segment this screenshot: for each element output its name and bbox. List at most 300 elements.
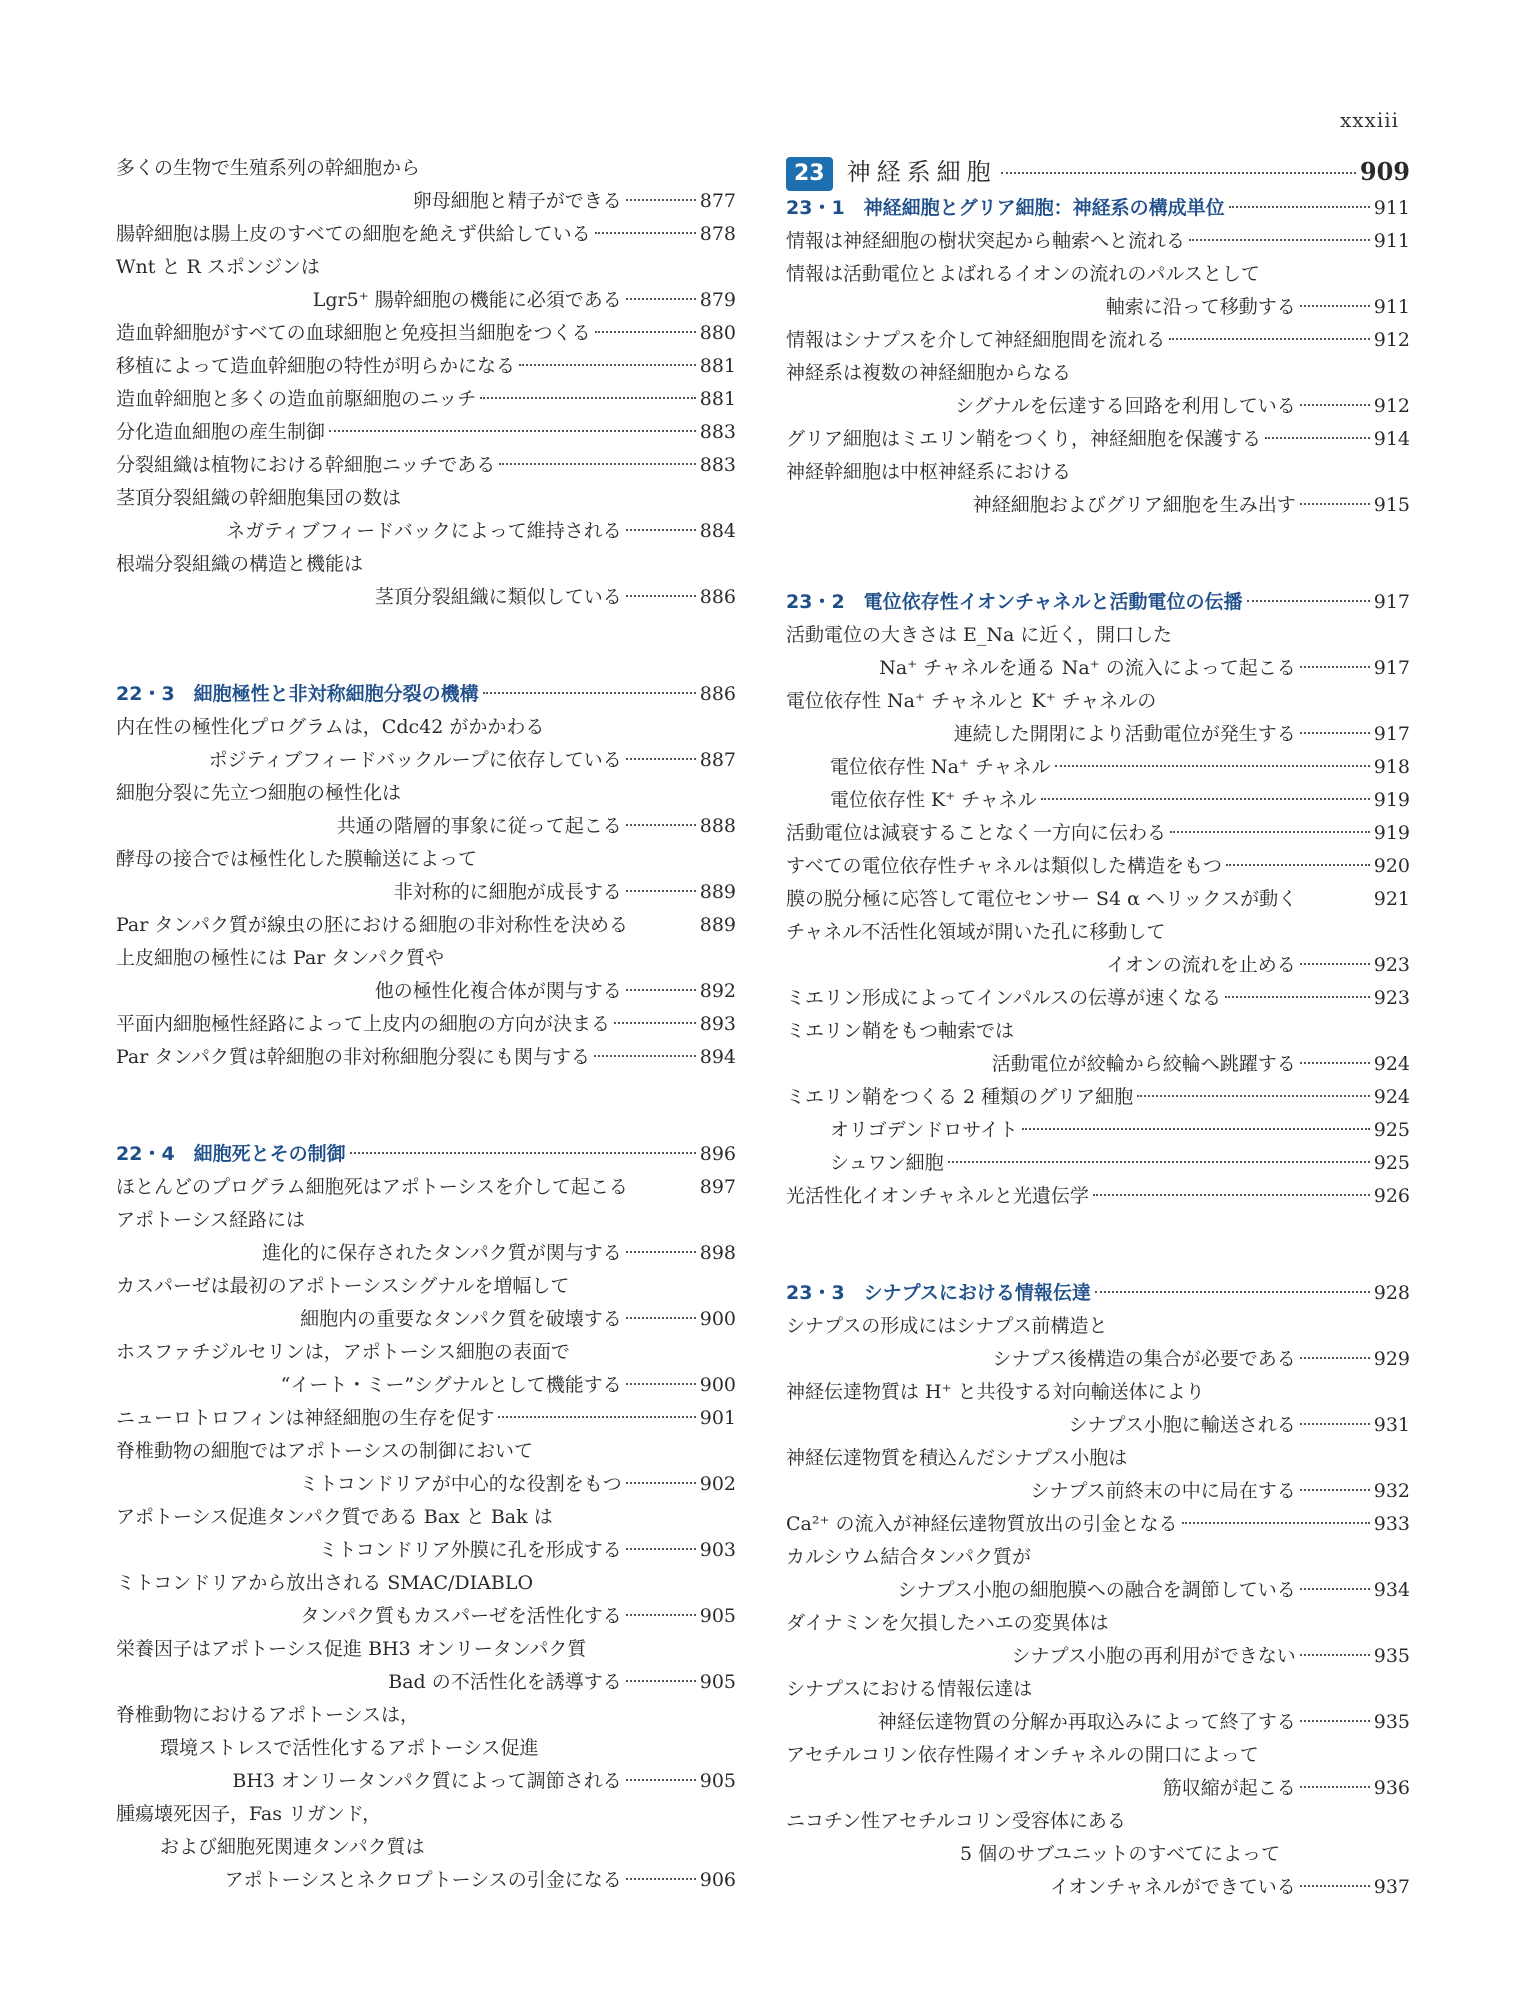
entry-text: 活動電位が絞輪から絞輪へ跳躍する bbox=[991, 1053, 1296, 1075]
page-ref: 893 bbox=[699, 1013, 736, 1035]
toc-entry-line bbox=[786, 1310, 1410, 1343]
toc-entry[interactable] bbox=[786, 817, 1410, 850]
dot-leader bbox=[1041, 798, 1370, 800]
toc-entry-line bbox=[116, 843, 736, 876]
entry-text: 電位依存性 Na⁺ チャネル bbox=[830, 756, 1051, 778]
toc-left-column bbox=[116, 152, 736, 1897]
toc-entry-line bbox=[116, 1732, 736, 1765]
toc-entry-line bbox=[786, 1541, 1410, 1574]
entry-text: Par タンパク質が線虫の胚における細胞の非対称性を決める bbox=[116, 914, 629, 936]
entry-text: 光活性化イオンチャネルと光遺伝学 bbox=[786, 1185, 1089, 1207]
toc-entry-line bbox=[116, 1699, 736, 1732]
dot-leader bbox=[1300, 963, 1370, 965]
dot-leader bbox=[595, 331, 696, 333]
entry-text: 平面内細胞極性経路によって上皮内の細胞の方向が決まる bbox=[116, 1013, 611, 1035]
entry-text: 22・4 細胞死とその制御 bbox=[116, 1143, 346, 1165]
toc-entry[interactable] bbox=[116, 416, 736, 449]
toc-entry[interactable] bbox=[786, 949, 1410, 982]
page-ref: 918 bbox=[1373, 756, 1410, 778]
section-heading[interactable] bbox=[116, 678, 736, 711]
page-ref: 912 bbox=[1373, 329, 1410, 351]
toc-entry-line bbox=[116, 1435, 736, 1468]
toc-entry[interactable] bbox=[116, 1600, 736, 1633]
dot-leader bbox=[626, 1251, 696, 1253]
entry-text: 神経細胞およびグリア細胞を生み出す bbox=[972, 494, 1296, 516]
page-ref: 935 bbox=[1373, 1711, 1410, 1733]
dot-leader bbox=[1300, 1654, 1370, 1656]
page-ref: 920 bbox=[1373, 855, 1410, 877]
entry-text: 分化造血細胞の産生制御 bbox=[116, 421, 326, 443]
entry-text: アポトーシスとネクロプトーシスの引金になる bbox=[224, 1869, 622, 1891]
dot-leader bbox=[519, 364, 696, 366]
page-ref: 931 bbox=[1373, 1414, 1410, 1436]
toc-entry-line bbox=[116, 942, 736, 975]
entry-text: 共通の階層的事象に従って起こる bbox=[336, 815, 622, 837]
entry-text: 細胞内の重要なタンパク質を破壊する bbox=[300, 1308, 622, 1330]
entry-text: アポトーシス促進タンパク質である Bax と Bak は bbox=[116, 1506, 553, 1528]
entry-text: タンパク質もカスパーゼを活性化する bbox=[300, 1605, 622, 1627]
page-ref: 917 bbox=[1373, 591, 1410, 613]
page-ref: 911 bbox=[1373, 197, 1410, 219]
toc-entry[interactable] bbox=[786, 1343, 1410, 1376]
toc-entry[interactable] bbox=[786, 1871, 1410, 1904]
page-ref: 889 bbox=[699, 914, 736, 936]
toc-entry-line bbox=[116, 777, 736, 810]
toc-entry-line bbox=[116, 1501, 736, 1534]
page-ref: 896 bbox=[699, 1143, 736, 1165]
toc-entry[interactable] bbox=[116, 1237, 736, 1270]
page-ref: 935 bbox=[1373, 1645, 1410, 1667]
entry-text: 情報は神経細胞の樹状突起から軸索へと流れる bbox=[786, 230, 1186, 252]
entry-text: ポジティブフィードバックループに依存している bbox=[208, 749, 622, 771]
entry-text: 神経幹細胞は中枢神経系における bbox=[786, 461, 1072, 483]
entry-text: 多くの生物で生殖系列の幹細胞から bbox=[116, 157, 421, 179]
toc-entry[interactable] bbox=[786, 1147, 1410, 1180]
dot-leader bbox=[1300, 404, 1370, 406]
page-ref: 926 bbox=[1373, 1185, 1410, 1207]
entry-text: 非対称的に細胞が成長する bbox=[393, 881, 622, 903]
toc-entry[interactable] bbox=[116, 1666, 736, 1699]
toc-entry[interactable] bbox=[786, 1508, 1410, 1541]
entry-text: シュワン細胞 bbox=[830, 1152, 944, 1174]
page-ref: 905 bbox=[699, 1770, 736, 1792]
toc-entry[interactable] bbox=[786, 1048, 1410, 1081]
entry-text: Lgr5⁺ 腸幹細胞の機能に必須である bbox=[312, 289, 622, 311]
page-ref: 919 bbox=[1373, 822, 1410, 844]
section-heading[interactable] bbox=[786, 586, 1410, 619]
page-ref: 924 bbox=[1373, 1086, 1410, 1108]
section-gap bbox=[116, 614, 736, 678]
entry-text: “イート・ミー”シグナルとして機能する bbox=[280, 1374, 622, 1396]
page-ref: 886 bbox=[699, 683, 736, 705]
dot-leader bbox=[483, 692, 696, 694]
dot-leader bbox=[626, 824, 696, 826]
toc-entry[interactable] bbox=[116, 1402, 736, 1435]
dot-leader bbox=[595, 232, 696, 234]
page-ref: 897 bbox=[699, 1176, 736, 1198]
dot-leader bbox=[1300, 732, 1370, 734]
toc-entry[interactable] bbox=[786, 718, 1410, 751]
entry-text: シナプス小胞の細胞膜への融合を調節している bbox=[897, 1579, 1296, 1601]
entry-text: シナプスにおける情報伝達は bbox=[786, 1678, 1033, 1700]
entry-text: ホスファチジルセリンは，アポトーシス細胞の表面で bbox=[116, 1341, 570, 1363]
toc-entry[interactable] bbox=[786, 489, 1410, 522]
entry-text: 根端分裂組織の構造と機能は bbox=[116, 553, 364, 575]
page-ref: 934 bbox=[1373, 1579, 1410, 1601]
entry-text: 情報はシナプスを介して神経細胞間を流れる bbox=[786, 329, 1166, 351]
entry-text: 茎頂分裂組織の幹細胞集団の数は bbox=[116, 487, 402, 509]
toc-entry[interactable] bbox=[786, 784, 1410, 817]
toc-entry[interactable] bbox=[116, 284, 736, 317]
entry-text: シナプス前終末の中に局在する bbox=[1030, 1480, 1296, 1502]
toc-entry-line bbox=[786, 1376, 1410, 1409]
dot-leader bbox=[626, 1548, 696, 1550]
toc-entry[interactable] bbox=[116, 810, 736, 843]
toc-entry[interactable] bbox=[786, 982, 1410, 1015]
entry-text: 分裂組織は植物における幹細胞ニッチである bbox=[116, 454, 496, 476]
entry-text: ほとんどのプログラム細胞死はアポトーシスを介して起こる bbox=[116, 1176, 628, 1198]
page-ref: 878 bbox=[699, 223, 736, 245]
page-ref: 883 bbox=[699, 454, 736, 476]
page-ref: 879 bbox=[699, 289, 736, 311]
entry-text: 23・2 電位依存性イオンチャネルと活動電位の伝播 bbox=[786, 591, 1243, 613]
page-ref: 936 bbox=[1373, 1777, 1410, 1799]
dot-leader bbox=[626, 989, 696, 991]
toc-entry[interactable] bbox=[786, 225, 1410, 258]
toc-entry[interactable] bbox=[116, 383, 736, 416]
dot-leader bbox=[1001, 172, 1356, 174]
toc-entry[interactable] bbox=[786, 1640, 1410, 1673]
dot-leader bbox=[1229, 206, 1370, 208]
page-ref: 892 bbox=[699, 980, 736, 1002]
page-ref: 911 bbox=[1373, 230, 1410, 252]
entry-text: 神経系は複数の神経細胞からなる bbox=[786, 362, 1072, 384]
section-heading[interactable] bbox=[116, 1138, 736, 1171]
page-ref: 923 bbox=[1373, 954, 1410, 976]
page-ref: 886 bbox=[699, 586, 736, 608]
page-ref: 881 bbox=[699, 388, 736, 410]
dot-leader bbox=[626, 1779, 696, 1781]
dot-leader bbox=[1095, 1291, 1370, 1293]
page-ref: 900 bbox=[699, 1308, 736, 1330]
page-ref: 928 bbox=[1373, 1282, 1410, 1304]
dot-leader bbox=[1300, 1423, 1370, 1425]
toc-entry[interactable] bbox=[116, 1303, 736, 1336]
toc-entry[interactable] bbox=[786, 751, 1410, 784]
page-ref: 901 bbox=[699, 1407, 736, 1429]
dot-leader bbox=[1247, 600, 1370, 602]
page-ref: 894 bbox=[699, 1046, 736, 1068]
dot-leader bbox=[626, 890, 696, 892]
entry-text: 他の極性化複合体が関与する bbox=[374, 980, 622, 1002]
entry-text: 栄養因子はアポトーシス促進 BH3 オンリータンパク質 bbox=[116, 1638, 587, 1660]
toc-entry[interactable] bbox=[116, 449, 736, 482]
entry-text: Bad の不活性化を誘導する bbox=[388, 1671, 622, 1693]
page-ref: 906 bbox=[699, 1869, 736, 1891]
toc-entry-line bbox=[116, 1798, 736, 1831]
toc-entry[interactable] bbox=[116, 1171, 736, 1204]
toc-entry[interactable] bbox=[786, 850, 1410, 883]
page-ref: 917 bbox=[1373, 657, 1410, 679]
toc-entry-line bbox=[786, 1442, 1410, 1475]
entry-text: 膜の脱分極に応答して電位センサー S4 α ヘリックスが動く bbox=[786, 888, 1298, 910]
dot-leader bbox=[626, 298, 696, 300]
entry-text: アセチルコリン依存性陽イオンチャネルの開口によって bbox=[786, 1744, 1259, 1766]
entry-text: 造血幹細胞と多くの造血前駆細胞のニッチ bbox=[116, 388, 477, 410]
dot-leader bbox=[948, 1161, 1370, 1163]
page-ref: 881 bbox=[699, 355, 736, 377]
toc-entry-line bbox=[786, 1673, 1410, 1706]
dot-leader bbox=[1022, 1128, 1370, 1130]
entry-text: ニューロトロフィンは神経細胞の生存を促す bbox=[116, 1407, 495, 1429]
entry-text: ニコチン性アセチルコリン受容体にある bbox=[786, 1810, 1126, 1832]
entry-text: 活動電位は減衰することなく一方向に伝わる bbox=[786, 822, 1167, 844]
entry-text: 脊椎動物におけるアポトーシスは， bbox=[116, 1704, 420, 1726]
entry-text: 移植によって造血幹細胞の特性が明らかになる bbox=[116, 355, 516, 377]
toc-entry[interactable] bbox=[786, 1081, 1410, 1114]
entry-text: オリゴデンドロサイト bbox=[830, 1119, 1018, 1141]
entry-text: アポトーシス経路には bbox=[116, 1209, 306, 1231]
chapter-number-badge: 23 bbox=[786, 157, 833, 191]
page-ref: 921 bbox=[1373, 888, 1410, 910]
dot-leader bbox=[350, 1152, 696, 1154]
dot-leader bbox=[626, 199, 696, 201]
toc-entry[interactable] bbox=[116, 350, 736, 383]
dot-leader bbox=[1265, 437, 1370, 439]
dot-leader bbox=[626, 1383, 696, 1385]
entry-text: 23・3 シナプスにおける情報伝達 bbox=[786, 1282, 1091, 1304]
entry-text: 茎頂分裂組織に類似している bbox=[374, 586, 622, 608]
entry-text: 神経系細胞 bbox=[846, 158, 997, 186]
entry-text: 神経伝達物質の分解か再取込みによって終了する bbox=[877, 1711, 1296, 1733]
entry-text: チャネル不活性化領域が開いた孔に移動して bbox=[786, 921, 1166, 943]
dot-leader bbox=[1300, 1357, 1370, 1359]
entry-text: すべての電位依存性チャネルは類似した構造をもつ bbox=[786, 855, 1223, 877]
entry-text: 22・3 細胞極性と非対称細胞分裂の機構 bbox=[116, 683, 479, 705]
entry-text: 情報は活動電位とよばれるイオンの流れのパルスとして bbox=[786, 263, 1260, 285]
toc-entry-line bbox=[116, 548, 736, 581]
dot-leader bbox=[1170, 831, 1370, 833]
page-ref: 883 bbox=[699, 421, 736, 443]
entry-text: ミトコンドリアが中心的な役割をもつ bbox=[299, 1473, 622, 1495]
page-ref: 887 bbox=[699, 749, 736, 771]
toc-entry-line bbox=[116, 251, 736, 284]
entry-text: Na⁺ チャネルを通る Na⁺ の流入によって起こる bbox=[879, 657, 1296, 679]
entry-text: 電位依存性 K⁺ チャネル bbox=[830, 789, 1037, 811]
dot-leader bbox=[626, 1614, 696, 1616]
page-ref: 917 bbox=[1373, 723, 1410, 745]
page-ref: 933 bbox=[1373, 1513, 1410, 1535]
toc-entry[interactable] bbox=[786, 1114, 1410, 1147]
section-gap bbox=[116, 1074, 736, 1138]
dot-leader bbox=[1300, 1062, 1370, 1064]
toc-entry[interactable] bbox=[116, 1534, 736, 1567]
dot-leader bbox=[1300, 1885, 1370, 1887]
dot-leader bbox=[614, 1022, 696, 1024]
toc-entry-line bbox=[116, 1633, 736, 1666]
entry-text: グリア細胞はミエリン鞘をつくり，神経細胞を保護する bbox=[786, 428, 1262, 450]
section-gap bbox=[786, 522, 1410, 586]
page-ref: 909 bbox=[1359, 157, 1410, 186]
toc-entry[interactable] bbox=[786, 423, 1410, 456]
section-heading[interactable] bbox=[786, 1277, 1410, 1310]
toc-entry[interactable] bbox=[786, 883, 1410, 916]
dot-leader bbox=[626, 758, 696, 760]
dot-leader bbox=[1169, 338, 1369, 340]
page-ref: 880 bbox=[699, 322, 736, 344]
dot-leader bbox=[1300, 503, 1370, 505]
toc-entry-line bbox=[786, 456, 1410, 489]
page-ref: 919 bbox=[1373, 789, 1410, 811]
dot-leader bbox=[1300, 666, 1370, 668]
toc-entry-line bbox=[786, 258, 1410, 291]
toc-entry[interactable] bbox=[116, 1468, 736, 1501]
toc-entry[interactable] bbox=[786, 1772, 1410, 1805]
toc-entry-line bbox=[786, 1838, 1410, 1871]
dot-leader bbox=[626, 1317, 696, 1319]
dot-leader bbox=[626, 1680, 696, 1682]
dot-leader bbox=[1189, 239, 1370, 241]
page-ref: 911 bbox=[1373, 296, 1410, 318]
entry-text: Ca²⁺ の流入が神経伝達物質放出の引金となる bbox=[786, 1513, 1178, 1535]
page-ref: 923 bbox=[1373, 987, 1410, 1009]
toc-entry[interactable] bbox=[786, 1706, 1410, 1739]
toc-entry[interactable] bbox=[116, 218, 736, 251]
entry-text: 活動電位の大きさは E_Na に近く，開口した bbox=[786, 624, 1173, 646]
entry-text: 脊椎動物の細胞ではアポトーシスの制御において bbox=[116, 1440, 534, 1462]
toc-entry-line bbox=[786, 1805, 1410, 1838]
dot-leader bbox=[1225, 996, 1370, 998]
entry-text: シナプス小胞の再利用ができない bbox=[1011, 1645, 1296, 1667]
section-heading[interactable] bbox=[786, 192, 1410, 225]
toc-entry-line bbox=[116, 1204, 736, 1237]
toc-entry-line bbox=[786, 685, 1410, 718]
page-ref: 905 bbox=[699, 1605, 736, 1627]
entry-text: カスパーゼは最初のアポトーシスシグナルを増幅して bbox=[116, 1275, 570, 1297]
page-ref: 898 bbox=[699, 1242, 736, 1264]
chapter-heading[interactable] bbox=[786, 152, 1410, 192]
toc-entry[interactable] bbox=[116, 876, 736, 909]
toc-entry[interactable] bbox=[786, 291, 1410, 324]
entry-text: BH3 オンリータンパク質によって調節される bbox=[232, 1770, 622, 1792]
entry-text: 神経伝達物質を積込んだシナプス小胞は bbox=[786, 1447, 1128, 1469]
toc-entry[interactable] bbox=[116, 1864, 736, 1897]
entry-text: 連続した開閉により活動電位が発生する bbox=[953, 723, 1296, 745]
toc-entry-line bbox=[116, 1336, 736, 1369]
entry-text: 卵母細胞と精子ができる bbox=[412, 190, 622, 212]
page-ref: 902 bbox=[699, 1473, 736, 1495]
toc-entry[interactable] bbox=[116, 975, 736, 1008]
toc-entry-line bbox=[116, 1270, 736, 1303]
entry-text: 内在性の極性化プログラムは，Cdc42 がかかわる bbox=[116, 716, 545, 738]
dot-leader bbox=[480, 397, 695, 399]
toc-entry[interactable] bbox=[116, 317, 736, 350]
toc-entry[interactable] bbox=[786, 390, 1410, 423]
page-ref: 877 bbox=[699, 190, 736, 212]
entry-text: 細胞分裂に先立つ細胞の極性化は bbox=[116, 782, 402, 804]
toc-entry[interactable] bbox=[116, 1369, 736, 1402]
toc-entry[interactable] bbox=[116, 1765, 736, 1798]
toc-entry[interactable] bbox=[116, 909, 736, 942]
toc-entry[interactable] bbox=[116, 1008, 736, 1041]
toc-entry[interactable] bbox=[116, 1041, 736, 1074]
toc-entry[interactable] bbox=[786, 1180, 1410, 1213]
toc-entry[interactable] bbox=[786, 1574, 1410, 1607]
toc-entry[interactable] bbox=[116, 185, 736, 218]
entry-text: シナプス小胞に輸送される bbox=[1068, 1414, 1296, 1436]
dot-leader bbox=[594, 1055, 696, 1057]
entry-text: ミトコンドリア外膜に孔を形成する bbox=[318, 1539, 622, 1561]
dot-leader bbox=[1226, 864, 1370, 866]
toc-entry-line bbox=[116, 711, 736, 744]
toc-entry-line bbox=[116, 1567, 736, 1600]
dot-leader bbox=[626, 595, 696, 597]
entry-text: 進化的に保存されたタンパク質が関与する bbox=[262, 1242, 622, 1264]
page-ref: 937 bbox=[1373, 1876, 1410, 1898]
toc-entry[interactable] bbox=[786, 652, 1410, 685]
entry-text: シナプス後構造の集合が必要である bbox=[992, 1348, 1296, 1370]
page-ref: 888 bbox=[699, 815, 736, 837]
entry-text: 5 個のサブユニットのすべてによって bbox=[959, 1843, 1280, 1865]
entry-text: シグナルを伝達する回路を利用している bbox=[955, 395, 1296, 417]
dot-leader bbox=[1300, 1489, 1370, 1491]
page-ref: 889 bbox=[699, 881, 736, 903]
page-ref: 884 bbox=[699, 520, 736, 542]
toc-entry-line bbox=[786, 619, 1410, 652]
entry-text: 腫瘍壊死因子，Fas リガンド， bbox=[116, 1803, 382, 1825]
toc-entry[interactable] bbox=[786, 1409, 1410, 1442]
toc-entry-line bbox=[786, 1015, 1410, 1048]
entry-text: 環境ストレスで活性化するアポトーシス促進 bbox=[160, 1737, 539, 1759]
toc-entry[interactable] bbox=[116, 515, 736, 548]
entry-text: 軸索に沿って移動する bbox=[1105, 296, 1296, 318]
toc-entry[interactable] bbox=[116, 581, 736, 614]
page-ref: 924 bbox=[1373, 1053, 1410, 1075]
entry-text: 電位依存性 Na⁺ チャネルと K⁺ チャネルの bbox=[786, 690, 1157, 712]
dot-leader bbox=[626, 1878, 696, 1880]
page-ref: 929 bbox=[1373, 1348, 1410, 1370]
entry-text: シナプスの形成にはシナプス前構造と bbox=[786, 1315, 1108, 1337]
entry-text: イオンの流れを止める bbox=[1106, 954, 1296, 976]
page-ref: 912 bbox=[1373, 395, 1410, 417]
toc-entry-line bbox=[786, 916, 1410, 949]
toc-entry[interactable] bbox=[786, 1475, 1410, 1508]
page-ref: 925 bbox=[1373, 1119, 1410, 1141]
toc-entry-line bbox=[786, 1739, 1410, 1772]
entry-text: 筋収縮が起こる bbox=[1162, 1777, 1296, 1799]
entry-text: Wnt と R スポンジンは bbox=[116, 256, 320, 278]
entry-text: 造血幹細胞がすべての血球細胞と免疫担当細胞をつくる bbox=[116, 322, 591, 344]
toc-entry-line bbox=[116, 482, 736, 515]
entry-text: ミエリン鞘をもつ軸索では bbox=[786, 1020, 1015, 1042]
toc-entry-line bbox=[116, 152, 736, 185]
page-ref: 900 bbox=[699, 1374, 736, 1396]
toc-entry[interactable] bbox=[116, 744, 736, 777]
entry-text: 神経伝達物質は H⁺ と共役する対向輸送体により bbox=[786, 1381, 1205, 1403]
entry-text: イオンチャネルができている bbox=[1049, 1876, 1296, 1898]
entry-text: ダイナミンを欠損したハエの変異体は bbox=[786, 1612, 1109, 1634]
dot-leader bbox=[1300, 1588, 1370, 1590]
entry-text: 腸幹細胞は腸上皮のすべての細胞を絶えず供給している bbox=[116, 223, 591, 245]
toc-right-column bbox=[786, 152, 1410, 1904]
page-ref: 925 bbox=[1373, 1152, 1410, 1174]
page-ref: 914 bbox=[1373, 428, 1410, 450]
toc-entry[interactable] bbox=[786, 324, 1410, 357]
entry-text: カルシウム結合タンパク質が bbox=[786, 1546, 1032, 1568]
dot-leader bbox=[1055, 765, 1370, 767]
section-gap bbox=[786, 1213, 1410, 1277]
entry-text: 上皮細胞の極性には Par タンパク質や bbox=[116, 947, 445, 969]
